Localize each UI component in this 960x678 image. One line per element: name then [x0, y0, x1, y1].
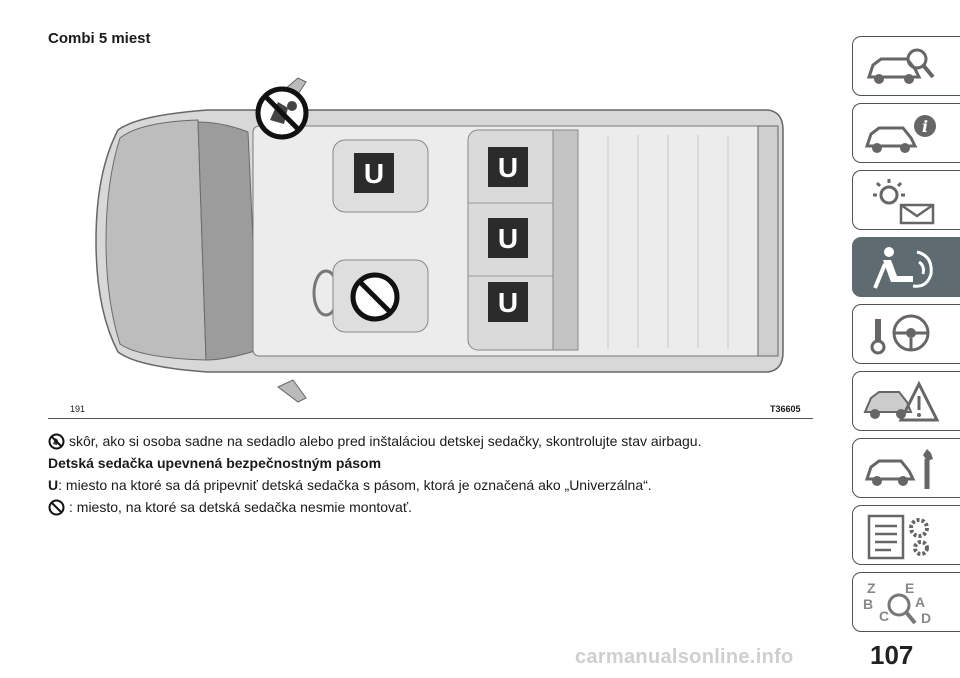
seat-mark-rear-right [488, 147, 528, 187]
airbag-warning-icon [48, 433, 65, 450]
universal-text: : miesto na ktoré sa dá pripevniť detská sedačka s pásom, ktorá je označená ako „Univerzálna“. [58, 477, 652, 493]
tab-emergency[interactable] [852, 371, 960, 431]
van-hood [106, 120, 206, 360]
svg-text:D: D [921, 610, 932, 626]
seat-mark-letter: U [497, 223, 519, 254]
car-search-icon [861, 43, 941, 91]
car-warning-triangle-icon [861, 378, 941, 426]
seat-mark-letter: U [497, 287, 519, 318]
svg-text:B: B [863, 596, 874, 612]
svg-text:i: i [921, 117, 929, 136]
prohibited-icon [48, 499, 65, 516]
seat-mark-rear-left [488, 282, 528, 322]
figure-divider [48, 418, 813, 419]
figure-number: 191 [70, 404, 86, 414]
alphabet-index-icon [861, 579, 941, 627]
tab-starting-driving[interactable] [852, 304, 960, 364]
watermark: carmanualsonline.info [575, 646, 794, 668]
prohibited-line [48, 498, 818, 517]
subheading: Detská sedačka upevnená bezpečnostným pásom [48, 455, 382, 471]
seat-mark-front-passenger [354, 153, 394, 193]
airbag-note-text: skôr, ako si osoba sadne na sedadlo alebo pred inštaláciou detskej sedačky, skontrolujte stav airbagu. [69, 433, 702, 449]
svg-text:A: A [915, 594, 926, 610]
svg-text:Z: Z [867, 580, 876, 596]
spec-sheet-gears-icon [861, 512, 941, 560]
universal-line [48, 476, 818, 495]
figure-code: T36605 [770, 404, 801, 414]
prohibited-text: : miesto, na ktoré sa detská sedačka nesmie montovať. [69, 499, 412, 515]
van-windshield [198, 122, 258, 360]
airbag-warning-icon [258, 89, 306, 137]
tab-warning-lights[interactable] [852, 170, 960, 230]
warning-light-mail-icon [861, 177, 941, 225]
car-wrench-icon [861, 445, 941, 493]
right-mirror [278, 380, 306, 402]
seat-mark-letter: U [363, 158, 385, 189]
tab-technical-data[interactable] [852, 505, 960, 565]
prohibited-icon [353, 275, 397, 319]
seat-mark-letter: U [497, 152, 519, 183]
van-seating-diagram [48, 60, 813, 422]
svg-text:C: C [879, 608, 890, 624]
tab-car-search[interactable] [852, 36, 960, 96]
tab-index[interactable] [852, 572, 960, 632]
tab-car-info[interactable] [852, 103, 960, 163]
tab-maintenance[interactable] [852, 438, 960, 498]
seat-mark-rear-center [488, 218, 528, 258]
airbag-note-line [48, 432, 818, 451]
steering-wheel-key-icon [861, 311, 941, 359]
van-rear-door [758, 126, 778, 356]
section-title: Combi 5 miest [48, 30, 151, 47]
svg-text:E: E [905, 580, 915, 596]
car-info-icon [861, 110, 941, 158]
page-number: 107 [870, 640, 914, 670]
seat-airbag-icon [861, 244, 941, 292]
body-text [48, 432, 818, 520]
universal-letter: U [48, 477, 59, 493]
tab-safety[interactable] [852, 237, 960, 297]
